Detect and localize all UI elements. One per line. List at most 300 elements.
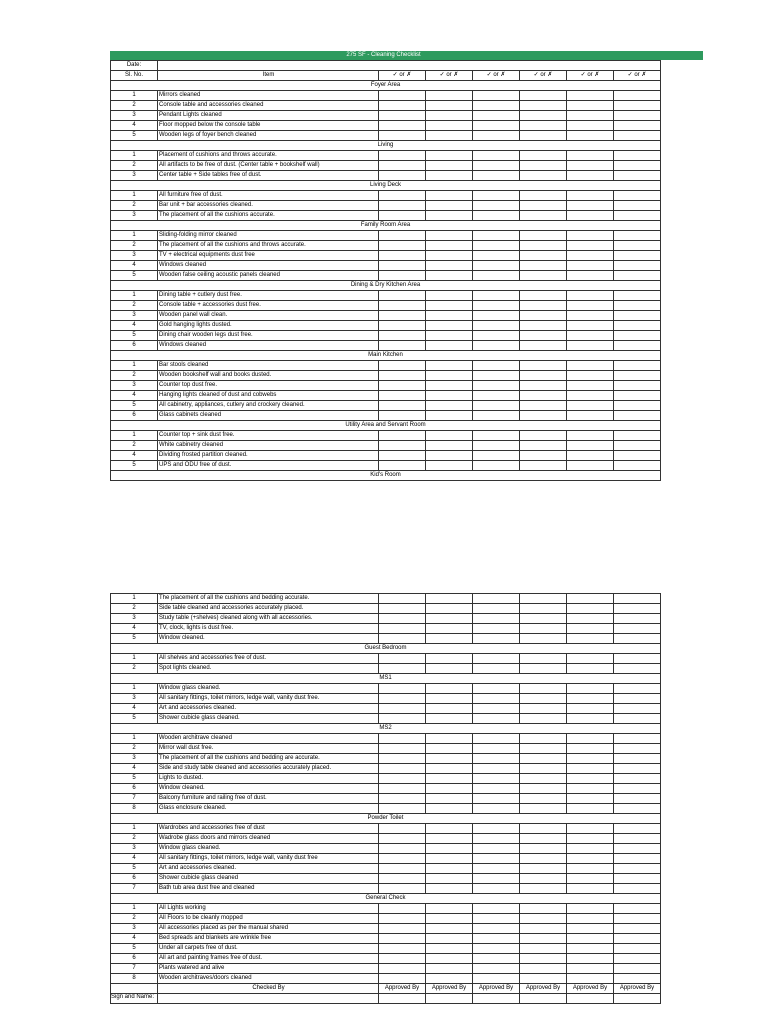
check-cell[interactable] [426, 824, 473, 834]
check-cell[interactable] [379, 804, 426, 814]
check-cell[interactable] [614, 864, 661, 874]
check-cell[interactable] [520, 694, 567, 704]
check-cell[interactable] [379, 411, 426, 421]
check-cell[interactable] [567, 784, 614, 794]
check-cell[interactable] [520, 441, 567, 451]
check-cell[interactable] [614, 151, 661, 161]
check-cell[interactable] [379, 654, 426, 664]
check-cell[interactable] [426, 121, 473, 131]
check-cell[interactable] [426, 261, 473, 271]
check-cell[interactable] [473, 964, 520, 974]
check-cell[interactable] [614, 784, 661, 794]
check-cell[interactable] [567, 774, 614, 784]
check-cell[interactable] [379, 101, 426, 111]
check-cell[interactable] [379, 664, 426, 674]
check-cell[interactable] [473, 634, 520, 644]
check-cell[interactable] [473, 684, 520, 694]
check-cell[interactable] [473, 904, 520, 914]
check-cell[interactable] [567, 271, 614, 281]
check-cell[interactable] [473, 371, 520, 381]
check-cell[interactable] [567, 914, 614, 924]
check-cell[interactable] [426, 614, 473, 624]
check-cell[interactable] [567, 754, 614, 764]
check-cell[interactable] [473, 624, 520, 634]
check-cell[interactable] [520, 461, 567, 471]
check-cell[interactable] [567, 764, 614, 774]
check-cell[interactable] [520, 614, 567, 624]
check-cell[interactable] [614, 604, 661, 614]
check-cell[interactable] [473, 91, 520, 101]
check-cell[interactable] [614, 634, 661, 644]
check-cell[interactable] [614, 754, 661, 764]
check-cell[interactable] [379, 754, 426, 764]
check-cell[interactable] [379, 614, 426, 624]
check-cell[interactable] [426, 634, 473, 644]
check-cell[interactable] [473, 804, 520, 814]
check-cell[interactable] [567, 804, 614, 814]
check-cell[interactable] [473, 321, 520, 331]
check-cell[interactable] [520, 654, 567, 664]
check-cell[interactable] [473, 361, 520, 371]
check-cell[interactable] [520, 884, 567, 894]
check-cell[interactable] [614, 111, 661, 121]
check-cell[interactable] [520, 431, 567, 441]
check-cell[interactable] [520, 954, 567, 964]
check-cell[interactable] [614, 654, 661, 664]
check-cell[interactable] [614, 321, 661, 331]
check-cell[interactable] [614, 251, 661, 261]
check-cell[interactable] [426, 101, 473, 111]
check-cell[interactable] [379, 774, 426, 784]
check-cell[interactable] [520, 714, 567, 724]
check-cell[interactable] [614, 844, 661, 854]
check-cell[interactable] [426, 784, 473, 794]
check-cell[interactable] [473, 161, 520, 171]
check-cell[interactable] [520, 934, 567, 944]
check-cell[interactable] [614, 161, 661, 171]
check-cell[interactable] [473, 924, 520, 934]
check-cell[interactable] [379, 904, 426, 914]
check-cell[interactable] [567, 854, 614, 864]
check-cell[interactable] [473, 774, 520, 784]
check-cell[interactable] [567, 401, 614, 411]
check-cell[interactable] [473, 934, 520, 944]
check-cell[interactable] [473, 854, 520, 864]
check-cell[interactable] [567, 441, 614, 451]
check-cell[interactable] [567, 121, 614, 131]
check-cell[interactable] [379, 441, 426, 451]
check-cell[interactable] [614, 271, 661, 281]
check-cell[interactable] [473, 864, 520, 874]
check-cell[interactable] [520, 734, 567, 744]
check-cell[interactable] [520, 401, 567, 411]
check-cell[interactable] [567, 714, 614, 724]
check-cell[interactable] [614, 201, 661, 211]
check-cell[interactable] [567, 411, 614, 421]
check-cell[interactable] [473, 914, 520, 924]
check-cell[interactable] [473, 704, 520, 714]
check-cell[interactable] [614, 171, 661, 181]
check-cell[interactable] [426, 161, 473, 171]
check-cell[interactable] [473, 251, 520, 261]
check-cell[interactable] [614, 974, 661, 984]
check-cell[interactable] [520, 331, 567, 341]
check-cell[interactable] [379, 594, 426, 604]
check-cell[interactable] [379, 884, 426, 894]
check-cell[interactable] [614, 614, 661, 624]
check-cell[interactable] [520, 271, 567, 281]
check-cell[interactable] [473, 654, 520, 664]
check-cell[interactable] [614, 261, 661, 271]
check-cell[interactable] [379, 271, 426, 281]
check-cell[interactable] [567, 191, 614, 201]
check-cell[interactable] [614, 734, 661, 744]
check-cell[interactable] [379, 954, 426, 964]
check-cell[interactable] [567, 371, 614, 381]
check-cell[interactable] [426, 131, 473, 141]
check-cell[interactable] [567, 734, 614, 744]
check-cell[interactable] [473, 381, 520, 391]
check-cell[interactable] [379, 694, 426, 704]
check-cell[interactable] [473, 594, 520, 604]
check-cell[interactable] [426, 944, 473, 954]
check-cell[interactable] [473, 461, 520, 471]
check-cell[interactable] [473, 261, 520, 271]
check-cell[interactable] [520, 301, 567, 311]
check-cell[interactable] [614, 954, 661, 964]
check-cell[interactable] [614, 884, 661, 894]
check-cell[interactable] [520, 161, 567, 171]
check-cell[interactable] [426, 411, 473, 421]
check-cell[interactable] [473, 714, 520, 724]
check-cell[interactable] [567, 944, 614, 954]
check-cell[interactable] [473, 131, 520, 141]
check-cell[interactable] [379, 634, 426, 644]
check-cell[interactable] [567, 744, 614, 754]
check-cell[interactable] [379, 131, 426, 141]
check-cell[interactable] [426, 714, 473, 724]
check-cell[interactable] [614, 874, 661, 884]
check-cell[interactable] [520, 361, 567, 371]
check-cell[interactable] [520, 151, 567, 161]
check-cell[interactable] [426, 381, 473, 391]
check-cell[interactable] [473, 271, 520, 281]
check-cell[interactable] [520, 774, 567, 784]
check-cell[interactable] [614, 744, 661, 754]
check-cell[interactable] [614, 964, 661, 974]
check-cell[interactable] [614, 904, 661, 914]
check-cell[interactable] [567, 201, 614, 211]
check-cell[interactable] [614, 101, 661, 111]
check-cell[interactable] [379, 864, 426, 874]
check-cell[interactable] [520, 624, 567, 634]
check-cell[interactable] [473, 331, 520, 341]
check-cell[interactable] [520, 684, 567, 694]
check-cell[interactable] [473, 764, 520, 774]
check-cell[interactable] [520, 111, 567, 121]
check-cell[interactable] [614, 834, 661, 844]
check-cell[interactable] [520, 834, 567, 844]
check-cell[interactable] [614, 704, 661, 714]
check-cell[interactable] [567, 594, 614, 604]
check-cell[interactable] [426, 744, 473, 754]
check-cell[interactable] [473, 441, 520, 451]
check-cell[interactable] [567, 111, 614, 121]
check-cell[interactable] [426, 251, 473, 261]
check-cell[interactable] [473, 954, 520, 964]
check-cell[interactable] [567, 251, 614, 261]
check-cell[interactable] [473, 171, 520, 181]
approver-signature[interactable] [614, 994, 661, 1004]
check-cell[interactable] [426, 854, 473, 864]
check-cell[interactable] [614, 854, 661, 864]
check-cell[interactable] [473, 604, 520, 614]
check-cell[interactable] [426, 311, 473, 321]
check-cell[interactable] [426, 151, 473, 161]
check-cell[interactable] [614, 934, 661, 944]
check-cell[interactable] [567, 241, 614, 251]
check-cell[interactable] [426, 924, 473, 934]
check-cell[interactable] [426, 624, 473, 634]
check-cell[interactable] [426, 371, 473, 381]
check-cell[interactable] [520, 634, 567, 644]
check-cell[interactable] [473, 211, 520, 221]
check-cell[interactable] [520, 371, 567, 381]
check-cell[interactable] [567, 461, 614, 471]
check-cell[interactable] [379, 734, 426, 744]
check-cell[interactable] [426, 191, 473, 201]
check-cell[interactable] [426, 754, 473, 764]
check-cell[interactable] [426, 734, 473, 744]
check-cell[interactable] [426, 211, 473, 221]
check-cell[interactable] [614, 794, 661, 804]
check-cell[interactable] [426, 884, 473, 894]
check-cell[interactable] [614, 131, 661, 141]
check-cell[interactable] [379, 201, 426, 211]
check-cell[interactable] [379, 121, 426, 131]
check-cell[interactable] [426, 664, 473, 674]
check-cell[interactable] [567, 391, 614, 401]
check-cell[interactable] [520, 964, 567, 974]
check-cell[interactable] [426, 291, 473, 301]
check-cell[interactable] [379, 91, 426, 101]
approver-signature[interactable] [520, 994, 567, 1004]
check-cell[interactable] [426, 654, 473, 664]
check-cell[interactable] [520, 261, 567, 271]
check-cell[interactable] [426, 914, 473, 924]
check-cell[interactable] [473, 201, 520, 211]
check-cell[interactable] [520, 391, 567, 401]
check-cell[interactable] [379, 191, 426, 201]
check-cell[interactable] [567, 321, 614, 331]
check-cell[interactable] [426, 201, 473, 211]
check-cell[interactable] [426, 604, 473, 614]
check-cell[interactable] [614, 624, 661, 634]
check-cell[interactable] [567, 301, 614, 311]
check-cell[interactable] [567, 844, 614, 854]
check-cell[interactable] [614, 441, 661, 451]
check-cell[interactable] [379, 794, 426, 804]
check-cell[interactable] [379, 151, 426, 161]
check-cell[interactable] [426, 431, 473, 441]
check-cell[interactable] [614, 291, 661, 301]
check-cell[interactable] [520, 744, 567, 754]
check-cell[interactable] [520, 381, 567, 391]
check-cell[interactable] [520, 824, 567, 834]
check-cell[interactable] [520, 594, 567, 604]
check-cell[interactable] [567, 311, 614, 321]
check-cell[interactable] [379, 301, 426, 311]
check-cell[interactable] [567, 381, 614, 391]
check-cell[interactable] [379, 111, 426, 121]
check-cell[interactable] [379, 974, 426, 984]
check-cell[interactable] [473, 794, 520, 804]
check-cell[interactable] [473, 694, 520, 704]
check-cell[interactable] [520, 131, 567, 141]
check-cell[interactable] [426, 844, 473, 854]
check-cell[interactable] [520, 191, 567, 201]
check-cell[interactable] [567, 624, 614, 634]
check-cell[interactable] [520, 171, 567, 181]
check-cell[interactable] [473, 121, 520, 131]
check-cell[interactable] [473, 834, 520, 844]
check-cell[interactable] [567, 874, 614, 884]
check-cell[interactable] [614, 121, 661, 131]
check-cell[interactable] [473, 231, 520, 241]
check-cell[interactable] [567, 231, 614, 241]
check-cell[interactable] [567, 634, 614, 644]
check-cell[interactable] [379, 401, 426, 411]
check-cell[interactable] [426, 804, 473, 814]
check-cell[interactable] [567, 604, 614, 614]
check-cell[interactable] [379, 964, 426, 974]
check-cell[interactable] [379, 834, 426, 844]
check-cell[interactable] [473, 341, 520, 351]
check-cell[interactable] [520, 844, 567, 854]
check-cell[interactable] [473, 411, 520, 421]
check-cell[interactable] [614, 684, 661, 694]
check-cell[interactable] [379, 684, 426, 694]
approver-signature[interactable] [473, 994, 520, 1004]
checked-by-signature[interactable] [158, 994, 379, 1004]
check-cell[interactable] [473, 401, 520, 411]
check-cell[interactable] [473, 784, 520, 794]
check-cell[interactable] [473, 614, 520, 624]
check-cell[interactable] [473, 734, 520, 744]
check-cell[interactable] [520, 854, 567, 864]
check-cell[interactable] [614, 331, 661, 341]
check-cell[interactable] [614, 944, 661, 954]
check-cell[interactable] [426, 594, 473, 604]
check-cell[interactable] [426, 964, 473, 974]
check-cell[interactable] [379, 251, 426, 261]
check-cell[interactable] [426, 271, 473, 281]
check-cell[interactable] [520, 804, 567, 814]
check-cell[interactable] [614, 211, 661, 221]
check-cell[interactable] [567, 431, 614, 441]
check-cell[interactable] [520, 874, 567, 884]
check-cell[interactable] [379, 914, 426, 924]
check-cell[interactable] [520, 974, 567, 984]
check-cell[interactable] [426, 401, 473, 411]
check-cell[interactable] [473, 664, 520, 674]
check-cell[interactable] [426, 684, 473, 694]
check-cell[interactable] [426, 451, 473, 461]
check-cell[interactable] [426, 241, 473, 251]
check-cell[interactable] [520, 924, 567, 934]
check-cell[interactable] [614, 361, 661, 371]
check-cell[interactable] [473, 151, 520, 161]
check-cell[interactable] [567, 954, 614, 964]
check-cell[interactable] [379, 211, 426, 221]
check-cell[interactable] [520, 604, 567, 614]
date-value-cell[interactable] [158, 61, 661, 71]
check-cell[interactable] [567, 291, 614, 301]
check-cell[interactable] [379, 171, 426, 181]
check-cell[interactable] [379, 924, 426, 934]
check-cell[interactable] [567, 934, 614, 944]
check-cell[interactable] [520, 321, 567, 331]
check-cell[interactable] [614, 714, 661, 724]
check-cell[interactable] [614, 431, 661, 441]
check-cell[interactable] [520, 231, 567, 241]
check-cell[interactable] [379, 261, 426, 271]
check-cell[interactable] [567, 211, 614, 221]
check-cell[interactable] [520, 914, 567, 924]
check-cell[interactable] [426, 954, 473, 964]
check-cell[interactable] [567, 654, 614, 664]
check-cell[interactable] [520, 794, 567, 804]
check-cell[interactable] [520, 904, 567, 914]
check-cell[interactable] [567, 361, 614, 371]
check-cell[interactable] [614, 301, 661, 311]
check-cell[interactable] [614, 914, 661, 924]
check-cell[interactable] [473, 744, 520, 754]
check-cell[interactable] [379, 361, 426, 371]
check-cell[interactable] [426, 694, 473, 704]
check-cell[interactable] [379, 604, 426, 614]
check-cell[interactable] [567, 341, 614, 351]
check-cell[interactable] [473, 754, 520, 764]
check-cell[interactable] [473, 944, 520, 954]
check-cell[interactable] [567, 964, 614, 974]
check-cell[interactable] [614, 231, 661, 241]
check-cell[interactable] [426, 111, 473, 121]
check-cell[interactable] [379, 784, 426, 794]
check-cell[interactable] [614, 411, 661, 421]
check-cell[interactable] [520, 101, 567, 111]
check-cell[interactable] [614, 774, 661, 784]
check-cell[interactable] [567, 131, 614, 141]
check-cell[interactable] [520, 241, 567, 251]
check-cell[interactable] [567, 91, 614, 101]
check-cell[interactable] [426, 231, 473, 241]
check-cell[interactable] [379, 321, 426, 331]
check-cell[interactable] [379, 854, 426, 864]
check-cell[interactable] [473, 824, 520, 834]
check-cell[interactable] [567, 684, 614, 694]
check-cell[interactable] [379, 391, 426, 401]
check-cell[interactable] [473, 451, 520, 461]
check-cell[interactable] [520, 664, 567, 674]
check-cell[interactable] [473, 391, 520, 401]
check-cell[interactable] [614, 191, 661, 201]
check-cell[interactable] [614, 91, 661, 101]
check-cell[interactable] [426, 704, 473, 714]
check-cell[interactable] [426, 91, 473, 101]
check-cell[interactable] [426, 361, 473, 371]
check-cell[interactable] [614, 391, 661, 401]
